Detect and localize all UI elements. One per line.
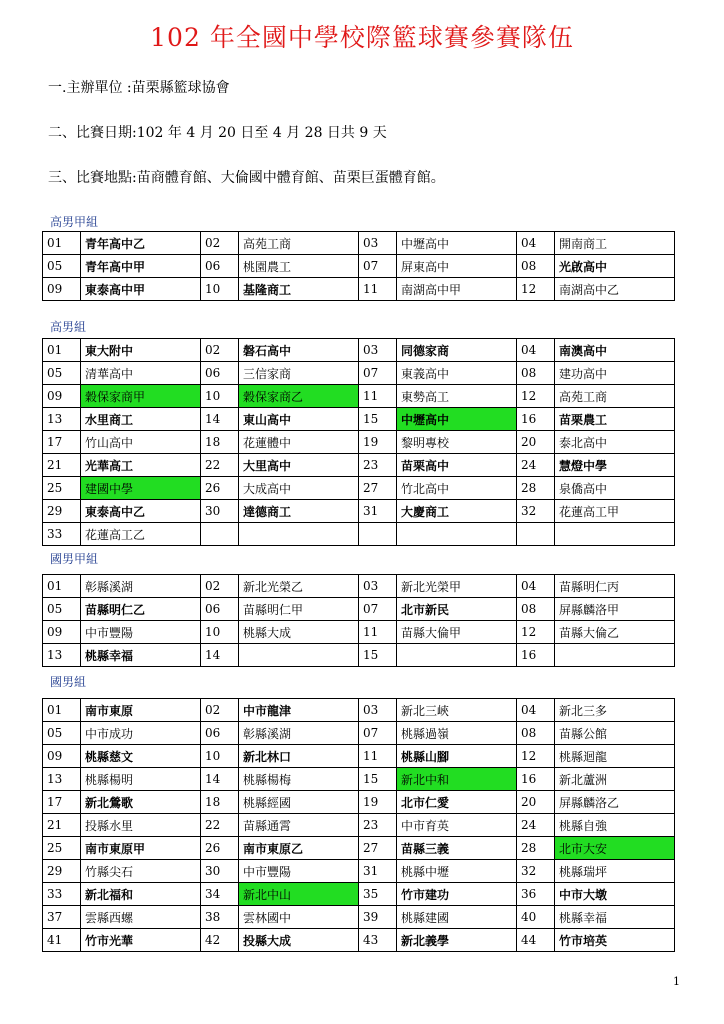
team-name-cell: 新北蘆洲 (555, 768, 675, 791)
table-row (43, 232, 675, 255)
team-number-cell: 14 (201, 768, 239, 791)
table-row (43, 644, 675, 667)
team-number-cell: 28 (517, 477, 555, 500)
team-number-cell: 21 (43, 814, 81, 837)
team-number-cell: 05 (43, 255, 81, 278)
team-number-cell: 04 (517, 232, 555, 255)
team-name-cell: 光華高工 (81, 454, 201, 477)
organizer-line: 一.主辦單位 :苗栗縣籃球協會 (48, 80, 230, 96)
table-row (43, 745, 675, 768)
team-name-cell: 屏縣麟洛甲 (555, 598, 675, 621)
team-name-cell: 彰縣溪湖 (239, 722, 359, 745)
team-table (42, 574, 675, 667)
team-name-cell: 桃縣建國 (397, 906, 517, 929)
team-number-cell: 09 (43, 745, 81, 768)
team-name-cell: 苗縣大倫甲 (397, 621, 517, 644)
team-number-cell: 01 (43, 339, 81, 362)
team-number-cell: 10 (201, 385, 239, 408)
team-name-cell: 新北光榮甲 (397, 575, 517, 598)
team-number-cell: 20 (517, 431, 555, 454)
date-line: 二、比賽日期:102 年 4 月 20 日至 4 月 28 日共 9 天 (48, 125, 387, 141)
team-name-cell: 桃縣幸福 (555, 906, 675, 929)
table-row (43, 523, 675, 546)
team-number-cell: 11 (359, 385, 397, 408)
team-number-cell: 31 (359, 500, 397, 523)
table-row (43, 860, 675, 883)
team-name-cell: 達德商工 (239, 500, 359, 523)
team-number-cell: 17 (43, 431, 81, 454)
team-name-cell: 中市豐陽 (239, 860, 359, 883)
table-row (43, 278, 675, 301)
table-row (43, 598, 675, 621)
team-name-cell: 苗縣明仁乙 (81, 598, 201, 621)
team-number-cell: 16 (517, 644, 555, 667)
team-number-cell: 40 (517, 906, 555, 929)
team-number-cell (201, 523, 239, 546)
team-number-cell: 09 (43, 621, 81, 644)
team-number-cell: 03 (359, 575, 397, 598)
team-number-cell: 29 (43, 860, 81, 883)
team-name-cell: 青年高中乙 (81, 232, 201, 255)
team-name-cell: 屏東高中 (397, 255, 517, 278)
team-name-cell: 中市成功 (81, 722, 201, 745)
team-number-cell: 15 (359, 644, 397, 667)
team-name-cell: 北市新民 (397, 598, 517, 621)
team-number-cell: 26 (201, 477, 239, 500)
team-name-cell: 雲縣西螺 (81, 906, 201, 929)
team-number-cell: 38 (201, 906, 239, 929)
team-name-cell: 北市大安 (555, 837, 675, 860)
team-name-cell: 桃縣山腳 (397, 745, 517, 768)
team-number-cell: 16 (517, 408, 555, 431)
team-name-cell: 基隆商工 (239, 278, 359, 301)
team-number-cell: 15 (359, 768, 397, 791)
team-name-cell: 磐石高中 (239, 339, 359, 362)
team-name-cell: 泉僑高中 (555, 477, 675, 500)
table-row (43, 500, 675, 523)
team-name-cell (397, 523, 517, 546)
team-number-cell: 13 (43, 644, 81, 667)
team-name-cell: 穀保家商乙 (239, 385, 359, 408)
team-number-cell: 18 (201, 791, 239, 814)
team-number-cell: 12 (517, 385, 555, 408)
team-name-cell: 清華高中 (81, 362, 201, 385)
team-name-cell: 東泰高中乙 (81, 500, 201, 523)
team-name-cell: 彰縣溪湖 (81, 575, 201, 598)
team-number-cell: 32 (517, 500, 555, 523)
team-number-cell: 23 (359, 814, 397, 837)
team-number-cell: 29 (43, 500, 81, 523)
team-name-cell: 桃縣大成 (239, 621, 359, 644)
team-name-cell: 建功高中 (555, 362, 675, 385)
team-name-cell: 竹市培英 (555, 929, 675, 952)
team-name-cell: 高苑工商 (239, 232, 359, 255)
team-name-cell: 新北光榮乙 (239, 575, 359, 598)
team-name-cell: 桃縣慈文 (81, 745, 201, 768)
team-number-cell: 01 (43, 232, 81, 255)
team-name-cell: 苗縣大倫乙 (555, 621, 675, 644)
section-label: 高男組 (50, 320, 87, 334)
team-name-cell: 苗縣明仁丙 (555, 575, 675, 598)
team-name-cell: 苗縣通霄 (239, 814, 359, 837)
team-number-cell: 33 (43, 883, 81, 906)
table-row (43, 477, 675, 500)
team-number-cell: 28 (517, 837, 555, 860)
team-number-cell: 26 (201, 837, 239, 860)
team-number-cell: 04 (517, 699, 555, 722)
team-number-cell: 02 (201, 339, 239, 362)
team-number-cell: 12 (517, 278, 555, 301)
team-number-cell: 10 (201, 278, 239, 301)
team-number-cell: 36 (517, 883, 555, 906)
table-row (43, 768, 675, 791)
team-name-cell: 苗栗高中 (397, 454, 517, 477)
table-row (43, 814, 675, 837)
team-name-cell: 建國中學 (81, 477, 201, 500)
table-row (43, 722, 675, 745)
team-number-cell: 05 (43, 722, 81, 745)
team-name-cell: 新北義學 (397, 929, 517, 952)
team-name-cell: 桃縣楊明 (81, 768, 201, 791)
team-name-cell: 中市育英 (397, 814, 517, 837)
team-name-cell: 竹北高中 (397, 477, 517, 500)
venue-line: 三、比賽地點:苗商體育館、大倫國中體育館、苗栗巨蛋體育館。 (48, 170, 445, 186)
team-number-cell: 30 (201, 500, 239, 523)
table-row (43, 431, 675, 454)
team-name-cell: 中市龍津 (239, 699, 359, 722)
team-name-cell: 桃縣迴龍 (555, 745, 675, 768)
team-name-cell: 中壢高中 (397, 408, 517, 431)
team-name-cell: 新北鶯歌 (81, 791, 201, 814)
team-number-cell: 07 (359, 598, 397, 621)
team-number-cell: 07 (359, 362, 397, 385)
team-number-cell: 25 (43, 837, 81, 860)
team-name-cell: 投縣水里 (81, 814, 201, 837)
team-number-cell: 05 (43, 362, 81, 385)
section-label: 國男組 (50, 675, 87, 689)
team-table (42, 231, 675, 301)
team-number-cell: 25 (43, 477, 81, 500)
team-number-cell: 22 (201, 814, 239, 837)
team-name-cell: 新北林口 (239, 745, 359, 768)
team-name-cell: 東山高中 (239, 408, 359, 431)
table-row (43, 837, 675, 860)
table-row (43, 385, 675, 408)
team-name-cell: 穀保家商甲 (81, 385, 201, 408)
team-name-cell: 南市東原 (81, 699, 201, 722)
team-number-cell: 31 (359, 860, 397, 883)
team-number-cell: 06 (201, 598, 239, 621)
team-name-cell: 桃縣經國 (239, 791, 359, 814)
table-row (43, 454, 675, 477)
team-name-cell: 北市仁愛 (397, 791, 517, 814)
table-row (43, 699, 675, 722)
team-number-cell: 14 (201, 408, 239, 431)
team-number-cell: 05 (43, 598, 81, 621)
team-number-cell: 44 (517, 929, 555, 952)
team-number-cell: 06 (201, 255, 239, 278)
team-name-cell: 新北福和 (81, 883, 201, 906)
team-number-cell: 10 (201, 745, 239, 768)
team-number-cell (359, 523, 397, 546)
team-number-cell: 15 (359, 408, 397, 431)
team-number-cell: 06 (201, 362, 239, 385)
team-name-cell: 投縣大成 (239, 929, 359, 952)
team-number-cell: 23 (359, 454, 397, 477)
team-name-cell: 慧燈中學 (555, 454, 675, 477)
team-name-cell: 苗縣公館 (555, 722, 675, 745)
team-name-cell: 大里高中 (239, 454, 359, 477)
team-number-cell: 11 (359, 745, 397, 768)
team-table (42, 338, 675, 546)
team-number-cell: 01 (43, 575, 81, 598)
team-name-cell: 中壢高中 (397, 232, 517, 255)
team-name-cell: 桃縣楊梅 (239, 768, 359, 791)
team-number-cell (517, 523, 555, 546)
team-number-cell: 06 (201, 722, 239, 745)
team-name-cell: 三信家商 (239, 362, 359, 385)
team-name-cell: 大慶商工 (397, 500, 517, 523)
team-name-cell: 花蓮體中 (239, 431, 359, 454)
page-title: 102 年全國中學校際籃球賽參賽隊伍 (150, 23, 574, 52)
team-name-cell: 花蓮高工乙 (81, 523, 201, 546)
team-name-cell: 高苑工商 (555, 385, 675, 408)
team-number-cell: 24 (517, 814, 555, 837)
team-number-cell: 17 (43, 791, 81, 814)
team-number-cell: 11 (359, 278, 397, 301)
team-number-cell: 07 (359, 722, 397, 745)
table-row (43, 255, 675, 278)
table-row (43, 362, 675, 385)
team-number-cell: 04 (517, 339, 555, 362)
team-number-cell: 11 (359, 621, 397, 644)
team-name-cell: 桃園農工 (239, 255, 359, 278)
team-name-cell: 中市豐陽 (81, 621, 201, 644)
table-row (43, 408, 675, 431)
team-number-cell: 19 (359, 791, 397, 814)
team-number-cell: 09 (43, 278, 81, 301)
team-name-cell: 新北中山 (239, 883, 359, 906)
team-number-cell: 16 (517, 768, 555, 791)
team-name-cell: 苗縣三義 (397, 837, 517, 860)
team-number-cell: 34 (201, 883, 239, 906)
team-name-cell: 開南商工 (555, 232, 675, 255)
table-row (43, 339, 675, 362)
team-name-cell: 光啟高中 (555, 255, 675, 278)
team-number-cell: 03 (359, 699, 397, 722)
team-number-cell: 42 (201, 929, 239, 952)
team-name-cell: 南市東原甲 (81, 837, 201, 860)
team-number-cell: 24 (517, 454, 555, 477)
team-name-cell: 南湖高中甲 (397, 278, 517, 301)
team-number-cell: 27 (359, 477, 397, 500)
team-name-cell: 新北三多 (555, 699, 675, 722)
team-number-cell: 13 (43, 408, 81, 431)
team-number-cell: 43 (359, 929, 397, 952)
team-number-cell: 33 (43, 523, 81, 546)
team-name-cell: 東義高中 (397, 362, 517, 385)
team-number-cell: 22 (201, 454, 239, 477)
team-name-cell: 南湖高中乙 (555, 278, 675, 301)
team-number-cell: 41 (43, 929, 81, 952)
team-name-cell: 桃縣中壢 (397, 860, 517, 883)
team-number-cell: 35 (359, 883, 397, 906)
team-name-cell (239, 523, 359, 546)
team-name-cell: 新北中和 (397, 768, 517, 791)
team-number-cell: 03 (359, 232, 397, 255)
team-name-cell: 桃縣自強 (555, 814, 675, 837)
team-name-cell: 竹市光華 (81, 929, 201, 952)
table-row (43, 906, 675, 929)
team-name-cell: 東勢高工 (397, 385, 517, 408)
table-row (43, 621, 675, 644)
team-number-cell: 04 (517, 575, 555, 598)
team-number-cell: 09 (43, 385, 81, 408)
team-number-cell: 27 (359, 837, 397, 860)
page-number: 1 (673, 975, 680, 988)
team-number-cell: 08 (517, 255, 555, 278)
team-number-cell: 12 (517, 621, 555, 644)
team-name-cell: 東泰高中甲 (81, 278, 201, 301)
team-name-cell: 新北三峽 (397, 699, 517, 722)
team-name-cell: 黎明專校 (397, 431, 517, 454)
team-number-cell: 02 (201, 699, 239, 722)
team-name-cell: 南市東原乙 (239, 837, 359, 860)
table-row (43, 883, 675, 906)
team-number-cell: 07 (359, 255, 397, 278)
team-name-cell: 中市大墩 (555, 883, 675, 906)
team-name-cell: 竹山高中 (81, 431, 201, 454)
team-name-cell (239, 644, 359, 667)
team-number-cell: 37 (43, 906, 81, 929)
team-table (42, 698, 675, 952)
team-name-cell: 雲林國中 (239, 906, 359, 929)
team-name-cell (397, 644, 517, 667)
team-name-cell: 大成高中 (239, 477, 359, 500)
team-name-cell: 苗栗農工 (555, 408, 675, 431)
team-number-cell: 32 (517, 860, 555, 883)
team-name-cell: 竹縣尖石 (81, 860, 201, 883)
team-number-cell: 02 (201, 575, 239, 598)
table-row (43, 791, 675, 814)
team-number-cell: 19 (359, 431, 397, 454)
team-name-cell: 東大附中 (81, 339, 201, 362)
team-name-cell: 桃縣瑞坪 (555, 860, 675, 883)
section-label: 高男甲組 (50, 215, 99, 229)
team-number-cell: 30 (201, 860, 239, 883)
team-name-cell: 青年高中甲 (81, 255, 201, 278)
team-number-cell: 12 (517, 745, 555, 768)
team-name-cell (555, 523, 675, 546)
team-name-cell: 南澳高中 (555, 339, 675, 362)
team-number-cell: 10 (201, 621, 239, 644)
team-name-cell: 桃縣過嶺 (397, 722, 517, 745)
table-row (43, 575, 675, 598)
team-name-cell: 同德家商 (397, 339, 517, 362)
team-name-cell: 屏縣麟洛乙 (555, 791, 675, 814)
team-name-cell: 苗縣明仁甲 (239, 598, 359, 621)
team-number-cell: 03 (359, 339, 397, 362)
team-number-cell: 08 (517, 722, 555, 745)
team-number-cell: 14 (201, 644, 239, 667)
team-name-cell: 泰北高中 (555, 431, 675, 454)
team-number-cell: 02 (201, 232, 239, 255)
team-number-cell: 08 (517, 362, 555, 385)
team-name-cell: 竹市建功 (397, 883, 517, 906)
team-number-cell: 18 (201, 431, 239, 454)
team-name-cell: 花蓮高工甲 (555, 500, 675, 523)
team-number-cell: 01 (43, 699, 81, 722)
section-label: 國男甲組 (50, 552, 99, 566)
team-number-cell: 08 (517, 598, 555, 621)
team-name-cell (555, 644, 675, 667)
team-number-cell: 13 (43, 768, 81, 791)
team-name-cell: 桃縣幸福 (81, 644, 201, 667)
team-name-cell: 水里商工 (81, 408, 201, 431)
team-number-cell: 39 (359, 906, 397, 929)
team-number-cell: 21 (43, 454, 81, 477)
table-row (43, 929, 675, 952)
team-number-cell: 20 (517, 791, 555, 814)
